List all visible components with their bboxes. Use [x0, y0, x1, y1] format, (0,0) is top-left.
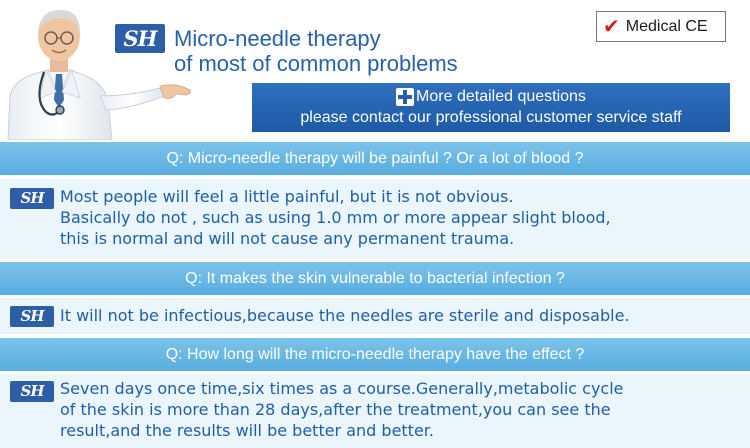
page-title	[174, 26, 458, 76]
contact-line-2: please contact our professional customer service staff	[300, 109, 682, 126]
contact-banner	[252, 83, 730, 132]
brand-logo-small: SH	[10, 306, 54, 327]
faq-answer-3	[0, 374, 750, 448]
doctor-illustration	[0, 0, 200, 140]
answer-line: Most people will feel a little painful, but it is not obvious.	[60, 187, 514, 206]
brand-logo: SH	[115, 24, 165, 53]
faq-answer-2	[0, 298, 750, 334]
answer-line: result,and the results will be better and better.	[60, 421, 434, 440]
medical-ce-badge	[596, 11, 726, 42]
title-line-1: Micro-needle therapy	[174, 26, 381, 51]
brand-logo-small: SH	[10, 188, 54, 209]
answer-line: It will not be infectious,because the needles are sterile and disposable.	[60, 306, 630, 325]
faq-answer-1	[0, 179, 750, 259]
contact-line-1: More detailed questions	[416, 88, 586, 105]
check-icon: ✔	[603, 15, 620, 38]
faq-question-2: Q: It makes the skin vulnerable to bacterial infection ?	[0, 262, 750, 295]
answer-line: of the skin is more than 28 days,after the treatment,you can see the	[60, 400, 611, 419]
brand-logo-small: SH	[10, 381, 54, 402]
faq-question-3: Q: How long will the micro-needle therapy have the effect ?	[0, 338, 750, 371]
title-line-2: of most of common problems	[174, 51, 458, 76]
badge-label: Medical CE	[625, 17, 708, 35]
answer-line: Seven days once time,six times as a course.Generally,metabolic cycle	[60, 379, 624, 398]
answer-line: Basically do not , such as using 1.0 mm or more appear slight blood,	[60, 208, 611, 227]
plus-icon	[396, 88, 414, 106]
faq-question-1: Q: Micro-needle therapy will be painful ? Or a lot of blood ?	[0, 142, 750, 175]
header-banner	[0, 0, 750, 140]
answer-line: this is normal and will not cause any permanent trauma.	[60, 229, 515, 248]
